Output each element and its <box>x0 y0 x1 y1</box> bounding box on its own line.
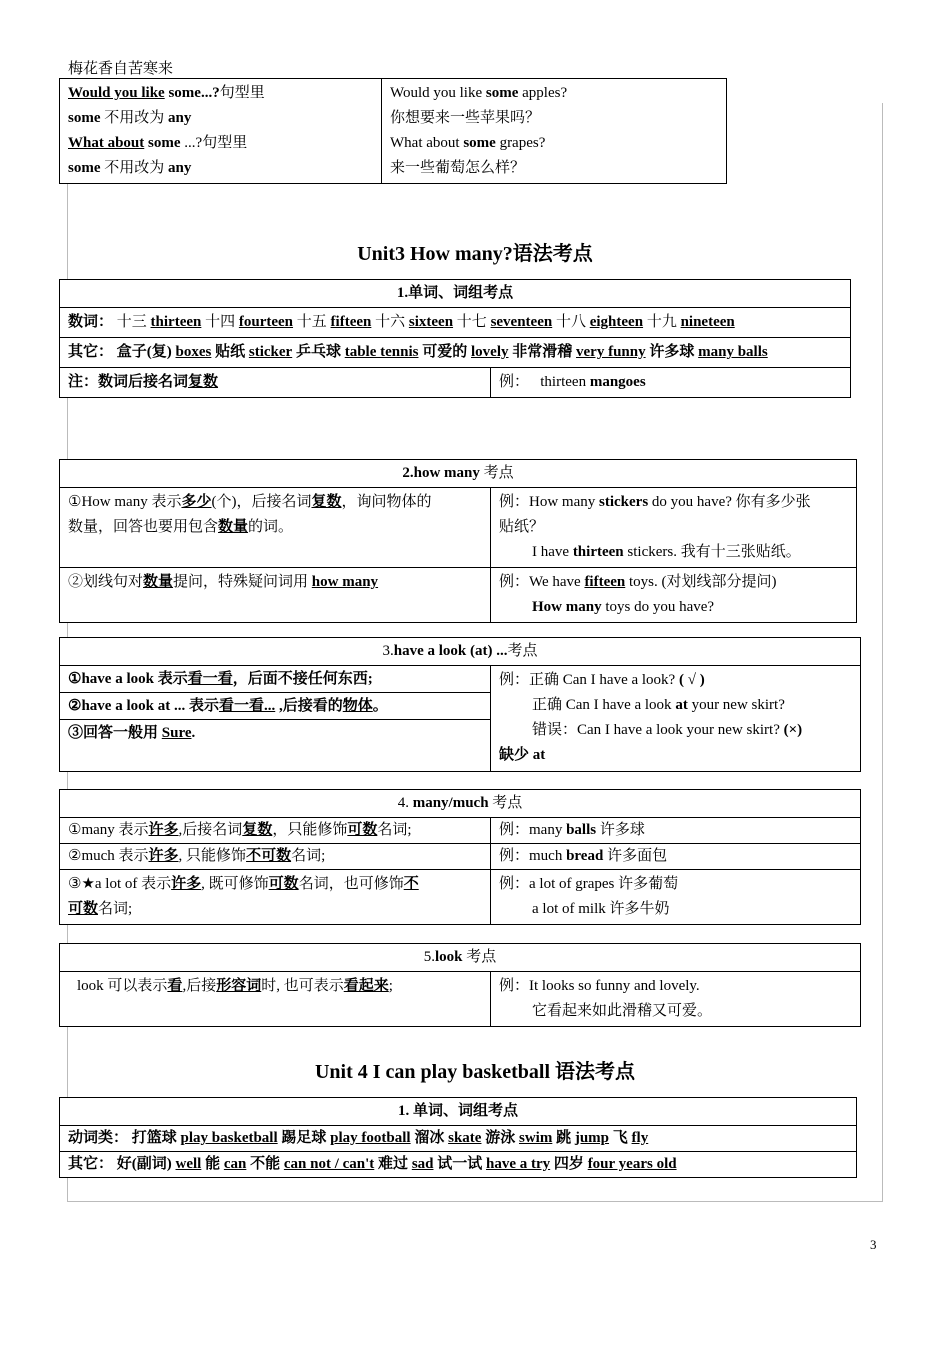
other-word-cn-5: 非常滑稽 <box>512 344 573 360</box>
verbs-list: 动词类： 打篮球 play basketball 踢足球 play football 溜冰 skate 游泳 swim 跳 jump 飞 fly <box>68 1130 649 1146</box>
many-much-header: 4. many/much 考点 <box>60 790 861 818</box>
unit4-other-word-en-1: well <box>175 1156 202 1172</box>
rule-line-1: Would you like some...?句型里 <box>68 85 265 101</box>
unit4-other-word-cn-6: 四岁 <box>553 1156 584 1172</box>
have-a-look-rules-cell <box>60 666 491 772</box>
how-many-header: 2.how many 考点 <box>60 460 857 488</box>
number-en-4: sixteen <box>408 314 454 330</box>
question-example-line-1: 例：We have fifteen toys. (对划线部分提问) <box>499 574 777 590</box>
number-cn-6: 十八 <box>555 314 586 330</box>
would-you-like-table <box>59 78 727 184</box>
unit4-other-word-cn-4: 难过 <box>378 1156 409 1172</box>
rule-line-3: What about some ...?句型里 <box>68 135 248 151</box>
how-many-example-line-3: I have thirteen stickers. 我有十三张贴纸。 <box>532 544 801 560</box>
verb-cn-5: 跳 <box>556 1130 572 1146</box>
how-many-rule-line-1: ①How many 表示多少(个)，后接名词复数，询问物体的 <box>68 494 432 510</box>
many-rule-cell: ①many 表示许多,后接名词复数，只能修饰可数名词; <box>60 818 491 844</box>
verb-cn-1: 打篮球 <box>131 1130 177 1146</box>
many-example-cell: 例：many balls 许多球 <box>491 818 861 844</box>
unit4-others-list: 其它： 好(副词) well 能 can 不能 can not / can't 难过 sad 试一试 have a try 四岁 four years old <box>68 1156 677 1172</box>
have-a-look-example-cell <box>491 666 861 772</box>
how-many-example-line-2: 贴纸？ <box>499 519 545 535</box>
verb-en-3: skate <box>448 1130 482 1146</box>
a-lot-of-example-1: 例：a lot of grapes 许多葡萄 <box>499 876 679 892</box>
unit4-other-word-cn-3: 不能 <box>250 1156 281 1172</box>
other-word-en-5: very funny <box>576 344 646 360</box>
top-table-right-cell <box>382 79 727 184</box>
look-header: 5.look 考点 <box>60 944 861 972</box>
much-rule-cell: ②much 表示许多, 只能修饰不可数名词; <box>60 844 491 870</box>
have-a-look-rule-3: ③回答一般用 Sure. <box>68 725 196 741</box>
others-list: 其它： 盒子(复) boxes 贴纸 sticker 乒乓球 table tennis 可爱的 lovely 非常滑稽 very funny 许多球 many balls <box>68 344 768 360</box>
other-word-en-2: sticker <box>248 344 293 360</box>
page-number: 3 <box>870 1237 877 1252</box>
others-row <box>60 338 851 368</box>
unit4-other-word-cn-5: 试一试 <box>437 1156 483 1172</box>
look-example-1: 例：It looks so funny and lovely. <box>499 978 700 994</box>
unit4-vocab-table <box>59 1097 857 1178</box>
a-lot-of-rule-line-2: 可数名词; <box>68 901 133 917</box>
have-a-look-header: 3.have a look (at) ...考点 <box>60 638 861 666</box>
how-many-example-line-1: 例：How many stickers do you have? 你有多少张 <box>499 494 811 510</box>
many-much-table <box>59 789 861 925</box>
have-a-look-rule-1: ①have a look 表示看一看，后面不接任何东西; <box>60 666 490 693</box>
unit4-title: Unit 4 I can play basketball 语法考点 <box>314 1061 636 1083</box>
example-line-4: 来一些葡萄怎么样？ <box>390 160 526 176</box>
number-cn-2: 十四 <box>205 314 236 330</box>
other-word-cn-6: 许多球 <box>649 344 695 360</box>
how-many-table <box>59 459 857 623</box>
vocab-header: 1.单词、词组考点 <box>60 280 851 308</box>
look-rule-cell: look 可以表示看,后接形容词时, 也可表示看起来; <box>60 972 491 1027</box>
other-word-en-1: boxes <box>175 344 212 360</box>
unit4-verbs-row <box>60 1126 857 1152</box>
unit3-title: Unit3 How many?语法考点 <box>357 243 593 265</box>
a-lot-of-example-2: a lot of milk 许多牛奶 <box>532 901 670 917</box>
other-word-en-3: table tennis <box>344 344 419 360</box>
look-example-2: 它看起来如此滑稽又可爱。 <box>532 1003 713 1019</box>
number-en-5: seventeen <box>490 314 553 330</box>
unit4-other-word-cn-2: 能 <box>205 1156 221 1172</box>
have-a-look-rule-2: ②have a look at ... 表示看一看... ,后接看的物体。 <box>60 693 490 720</box>
numbers-list: 数词： 十三 thirteen 十四 fourteen 十五 fifteen 十六 sixteen 十七 seventeen 十八 eighteen 十九 nineteen <box>68 314 735 330</box>
number-en-2: fourteen <box>238 314 294 330</box>
a-lot-of-example-cell <box>491 870 861 925</box>
a-lot-of-rule-cell <box>60 870 491 925</box>
example-line-1: Would you like some apples? <box>390 85 568 101</box>
number-en-6: eighteen <box>589 314 644 330</box>
unit3-vocab-table <box>59 279 851 398</box>
have-a-look-example-2: 正确 Can I have a look at your new skirt? <box>532 697 785 713</box>
rule-line-2: some 不用改为 any <box>68 110 192 126</box>
unit4-others-row <box>60 1152 857 1178</box>
how-many-rule-line-2: 数量，回答也要用包含数量的词。 <box>68 519 294 535</box>
verb-en-5: jump <box>574 1130 610 1146</box>
look-example-cell <box>491 972 861 1027</box>
number-en-1: thirteen <box>150 314 202 330</box>
number-cn-4: 十六 <box>375 314 406 330</box>
numbers-row <box>60 308 851 338</box>
unit4-other-word-en-6: four years old <box>587 1156 677 1172</box>
how-many-question-example-cell <box>491 568 857 623</box>
question-rule-line: ②划线句对数量提问，特殊疑问词用 how many <box>68 574 379 590</box>
note-example-cell: 例： thirteen mangoes <box>491 368 851 398</box>
unit4-other-word-en-3: can not / can't <box>283 1156 375 1172</box>
verb-cn-2: 踢足球 <box>281 1130 327 1146</box>
other-word-cn-4: 可爱的 <box>422 344 468 360</box>
unit4-other-word-en-2: can <box>223 1156 247 1172</box>
how-many-example-cell <box>491 488 857 568</box>
how-many-rule-cell <box>60 488 491 568</box>
how-many-question-cell <box>60 568 491 623</box>
verb-cn-3: 溜冰 <box>414 1130 445 1146</box>
question-example-line-2: How many toys do you have? <box>532 599 715 615</box>
top-table-left-cell <box>60 79 382 184</box>
have-a-look-example-1: 例：正确 Can I have a look? ( √ ) <box>499 672 705 688</box>
header-motto: 梅花香自苦寒来 <box>68 61 174 77</box>
have-a-look-table <box>59 637 861 772</box>
number-cn-1: 十三 <box>116 314 147 330</box>
note-cell: 注：数词后接名词复数 <box>60 368 491 398</box>
have-a-look-example-3: 错误：Can I have a look your new skirt? (×) <box>532 722 803 738</box>
number-en-7: nineteen <box>680 314 735 330</box>
number-cn-3: 十五 <box>296 314 327 330</box>
other-word-cn-3: 乒乓球 <box>295 344 341 360</box>
number-cn-5: 十七 <box>456 314 487 330</box>
rule-line-4: some 不用改为 any <box>68 160 192 176</box>
other-word-cn-2: 贴纸 <box>215 344 246 360</box>
verb-en-6: fly <box>631 1130 649 1146</box>
example-line-3: What about some grapes? <box>390 135 546 151</box>
number-cn-7: 十九 <box>646 314 677 330</box>
example-line-2: 你想要来一些苹果吗？ <box>390 110 541 126</box>
unit4-other-word-en-4: sad <box>411 1156 434 1172</box>
look-table <box>59 943 861 1027</box>
unit4-other-word-en-5: have a try <box>486 1156 551 1172</box>
verb-en-2: play football <box>330 1130 411 1146</box>
number-en-3: fifteen <box>330 314 372 330</box>
verb-en-4: swim <box>518 1130 553 1146</box>
unit4-vocab-header: 1. 单词、词组考点 <box>60 1098 857 1126</box>
other-word-en-6: many balls <box>698 344 768 360</box>
verb-en-1: play basketball <box>180 1130 278 1146</box>
much-example-cell: 例：much bread 许多面包 <box>491 844 861 870</box>
verb-cn-4: 游泳 <box>485 1130 516 1146</box>
verb-cn-6: 飞 <box>612 1130 628 1146</box>
a-lot-of-rule-line-1: ③★a lot of 表示许多, 既可修饰可数名词，也可修饰不 <box>68 876 419 892</box>
other-word-en-4: lovely <box>471 344 509 360</box>
unit4-other-word-cn-1: 好(副词) <box>116 1156 172 1172</box>
have-a-look-example-4: 缺少 at <box>499 747 546 763</box>
other-word-cn-1: 盒子(复) <box>116 344 172 360</box>
